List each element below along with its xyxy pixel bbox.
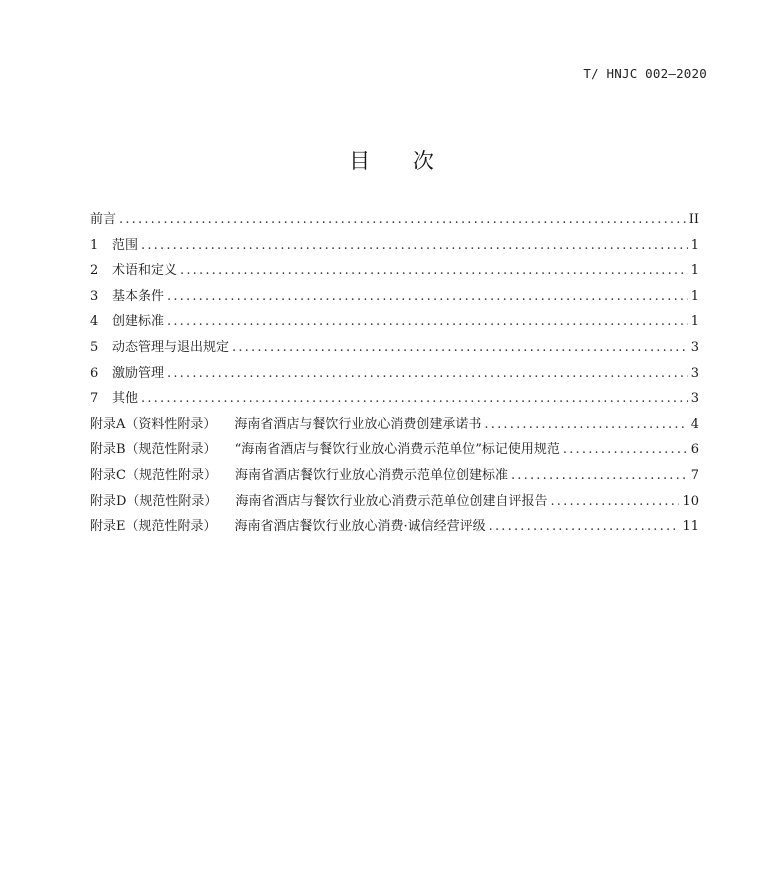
toc-entry-number: 6: [90, 365, 99, 381]
toc-dot-leader: [167, 284, 688, 310]
toc-entry[interactable]: [90, 258, 699, 284]
toc-entry-page: 1: [690, 288, 699, 304]
toc-dot-leader: [141, 233, 688, 259]
document-code: T/ HNJC 002—2020: [583, 66, 707, 81]
toc-entry-subtitle: 海南省酒店与餐饮行业放心消费示范单位创建自评报告: [235, 493, 548, 509]
toc-entry-page: 6: [690, 442, 699, 458]
toc-entry-number: 7: [90, 391, 99, 407]
toc-entry-number: 4: [90, 314, 99, 330]
toc-entry[interactable]: [90, 463, 699, 489]
toc-entry[interactable]: [90, 233, 699, 259]
toc-entry-subtitle: 海南省酒店餐饮行业放心消费·诚信经营评级: [234, 519, 486, 535]
toc-dot-leader: [484, 412, 687, 438]
toc-entry-number: 3: [90, 288, 99, 304]
toc-entry-page: 1: [690, 263, 699, 279]
toc-entry-page: 11: [682, 519, 699, 535]
toc-entry-label: 术语和定义: [112, 263, 178, 279]
toc-entry-label: 附录C（规范性附录）: [90, 467, 217, 483]
toc-entry-label: 基本条件: [112, 288, 165, 304]
toc-dot-leader: [141, 386, 688, 412]
toc-entry[interactable]: [90, 207, 699, 233]
toc-entry-label: 范围: [112, 237, 139, 253]
toc-dot-leader: [550, 489, 679, 515]
toc-entry-page: II: [688, 212, 699, 227]
toc-dot-leader: [511, 463, 688, 489]
toc-dot-leader: [489, 514, 680, 540]
toc-entry-label: 激励管理: [112, 365, 165, 381]
toc-entry[interactable]: [90, 386, 699, 412]
toc-dot-leader: [180, 258, 688, 284]
toc-entry-label: 前言: [90, 212, 117, 227]
toc-entry-label: 其他: [112, 391, 139, 407]
toc-entry-page: 3: [690, 365, 699, 381]
toc-entry[interactable]: [90, 335, 699, 361]
toc-entry-page: 7: [690, 467, 699, 483]
toc-entry-page: 3: [690, 339, 699, 355]
toc-entry-page: 10: [682, 493, 699, 509]
toc-entry[interactable]: [90, 489, 699, 515]
toc-entry-label: 附录A（资料性附录）: [90, 416, 217, 432]
toc-dot-leader: [167, 361, 688, 387]
toc-entry-subtitle: 海南省酒店与餐饮行业放心消费创建承诺书: [234, 416, 482, 432]
toc-entry[interactable]: [90, 514, 699, 540]
toc-entry-page: 1: [690, 237, 699, 253]
toc-entry[interactable]: [90, 309, 699, 335]
toc-entry-subtitle: “海南省酒店与餐饮行业放心消费示范单位”标记使用规范: [234, 442, 560, 458]
toc-entry[interactable]: [90, 361, 699, 387]
table-of-contents: [90, 207, 699, 540]
toc-dot-leader: [167, 309, 688, 335]
toc-title: 目 次: [349, 149, 452, 173]
toc-entry-number: 1: [90, 237, 99, 253]
toc-dot-leader: [563, 437, 688, 463]
toc-entry[interactable]: [90, 284, 699, 310]
toc-entry-page: 1: [690, 314, 699, 330]
toc-entry[interactable]: [90, 437, 699, 463]
toc-entry-label: 附录D（规范性附录）: [90, 493, 218, 509]
toc-entry-label: 附录B（规范性附录）: [90, 442, 217, 458]
toc-entry-label: 创建标准: [112, 314, 165, 330]
toc-dot-leader: [119, 207, 686, 233]
toc-entry[interactable]: [90, 412, 699, 438]
toc-entry-page: 4: [690, 416, 699, 432]
toc-entry-label: 附录E（规范性附录）: [90, 519, 217, 535]
toc-entry-subtitle: 海南省酒店餐饮行业放心消费示范单位创建标准: [234, 467, 508, 483]
toc-entry-number: 2: [90, 263, 99, 279]
toc-entry-label: 动态管理与退出规定: [112, 339, 230, 355]
toc-entry-number: 5: [90, 339, 99, 355]
toc-dot-leader: [232, 335, 688, 361]
toc-entry-page: 3: [690, 391, 699, 407]
